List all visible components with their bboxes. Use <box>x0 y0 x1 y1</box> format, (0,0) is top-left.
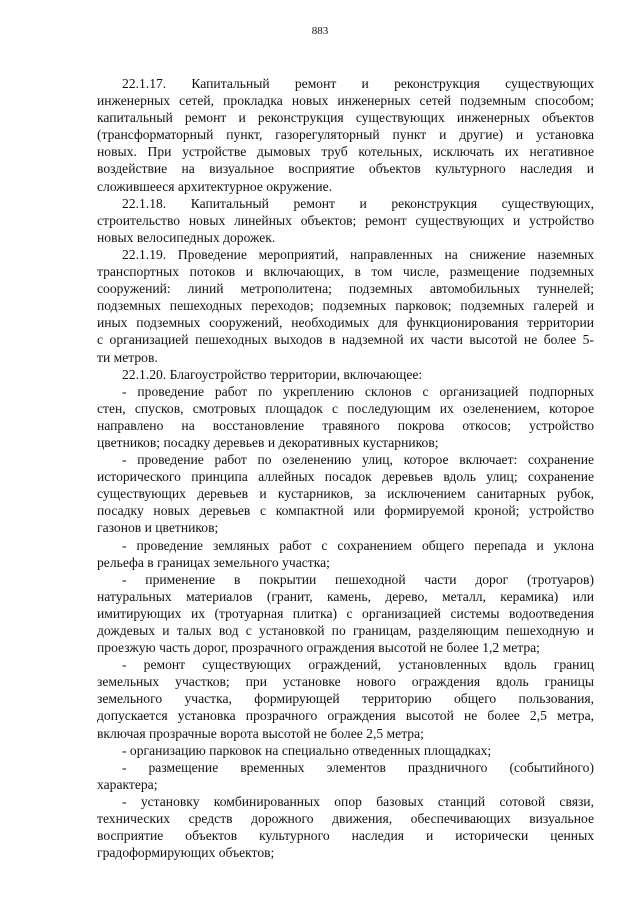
paragraph-item-parking <box>97 742 594 759</box>
text-line: земельного участка, формирующей территорию общего пользования, <box>97 691 594 707</box>
text-line: проезжую часть дорог, прозрачного ограждения высотой не более 1,2 метра; <box>97 640 540 656</box>
text-line: характера; <box>97 776 158 792</box>
text-line: цветников; посадку деревьев и декоративных кустарников; <box>97 434 439 450</box>
text-line: новых. При устройстве дымовых труб котельных, исключать их негативное <box>97 144 594 160</box>
paragraph-p-22-1-20 <box>97 366 594 383</box>
text-line: стен, спусков, смотровых площадок с последующим их озеленением, которое <box>97 400 594 416</box>
text-line: 22.1.20. Благоустройство территории, включающее: <box>122 366 423 382</box>
text-line: натуральных материалов (гранит, камень, дерево, металл, керамика) или <box>97 588 594 604</box>
paragraph-item-greening <box>97 451 594 536</box>
text-line: технических средств дорожного движения, обеспечивающих визуальное <box>97 811 594 827</box>
text-line: иных подземных сооружений, необходимых для функционирования территории <box>97 315 594 331</box>
paragraph-item-poles <box>97 793 594 861</box>
text-line: - проведение работ по озеленению улиц, которое включает: сохранение <box>122 452 594 468</box>
text-line: восприятие объектов культурного наследия и исторически ценных <box>97 828 594 844</box>
text-line: воздействие на визуальное восприятие объектов культурного наследия и <box>97 161 594 177</box>
text-line: направлено на восстановление травяного покрова откосов; устройство <box>97 417 594 433</box>
paragraph-p-22-1-19 <box>97 246 594 366</box>
text-line: - проведение работ по укреплению склонов с организацией подпорных <box>122 383 594 399</box>
paragraph-item-paving <box>97 571 594 656</box>
paragraph-item-slopes <box>97 383 594 451</box>
text-line: земельных участков; при установке нового ограждения вдоль границы <box>97 674 594 690</box>
text-line: существующих деревьев и кустарников, за исключением санитарных рубок, <box>97 486 594 502</box>
text-line: новых велосипедных дорожек. <box>97 229 276 245</box>
text-line: - размещение временных элементов праздничного (событийного) <box>122 759 594 775</box>
text-line: включая прозрачные ворота высотой не более 2,5 метра; <box>97 725 424 741</box>
text-line: с организацией пешеходных выходов в надземной их части высотой не более 5- <box>97 332 594 348</box>
paragraph-p-22-1-18 <box>97 195 594 246</box>
text-line: - установку комбинированных опор базовых станций сотовой связи, <box>122 793 594 809</box>
text-line: - проведение земляных работ с сохранением общего перепада и уклона <box>122 537 594 553</box>
text-line: ти метров. <box>97 349 158 365</box>
text-line: транспортных потоков и включающих, в том числе, размещение подземных <box>97 264 594 280</box>
text-line: допускается установка прозрачного ограждения высотой не более 2,5 метра, <box>97 708 594 724</box>
text-line: рельефа в границах земельного участка; <box>97 554 330 570</box>
text-line: 22.1.18. Капитальный ремонт и реконструкция существующих, <box>122 195 594 211</box>
text-line: газонов и цветников; <box>97 520 219 536</box>
text-line: 22.1.17. Капитальный ремонт и реконструкция существующих <box>122 76 594 91</box>
text-line: градоформирующих объектов; <box>97 845 275 861</box>
text-line: сооружений: линий метрополитена; подземных автомобильных туннелей; <box>97 281 594 297</box>
text-line: (трансформаторный пункт, газорегуляторный пункт и другие) и установка <box>97 127 594 143</box>
paragraph-item-temporary <box>97 759 594 793</box>
text-line: имитирующих их (тротуарная плитка) с организацией системы водоотведения <box>97 605 594 621</box>
text-line: посадку новых деревьев с компактной или формируемой кроной; устройство <box>97 503 594 519</box>
text-line: исторического принципа аллейных посадок деревьев вдоль улиц; сохранение <box>97 469 594 485</box>
text-line: 22.1.19. Проведение мероприятий, направленных на снижение наземных <box>122 246 594 262</box>
page-number: 883 <box>311 25 329 37</box>
text-line: капитальный ремонт и реконструкция существующих инженерных объектов <box>97 110 594 126</box>
text-line: - применение в покрытии пешеходной части дорог (тротуаров) <box>122 571 594 587</box>
paragraph-item-fences <box>97 656 594 741</box>
text-line: инженерных сетей, прокладка новых инженерных сетей подземным способом; <box>97 93 594 109</box>
document-body <box>97 75 594 861</box>
text-line: - организацию парковок на специально отведенных площадках; <box>122 742 492 758</box>
paragraph-item-earthworks <box>97 537 594 571</box>
text-line: строительство новых линейных объектов; ремонт существующих и устройство <box>97 212 594 228</box>
paragraph-p-22-1-17 <box>97 75 594 195</box>
text-line: сложившееся архитектурное окружение. <box>97 178 333 194</box>
text-line: подземных пешеходных переходов; подземных парковок; подземных галерей и <box>97 298 594 314</box>
text-line: - ремонт существующих ограждений, установленных вдоль границ <box>122 657 594 673</box>
text-line: дождевых и талых вод с установкой по границам, разделяющим пешеходную и <box>97 623 594 638</box>
